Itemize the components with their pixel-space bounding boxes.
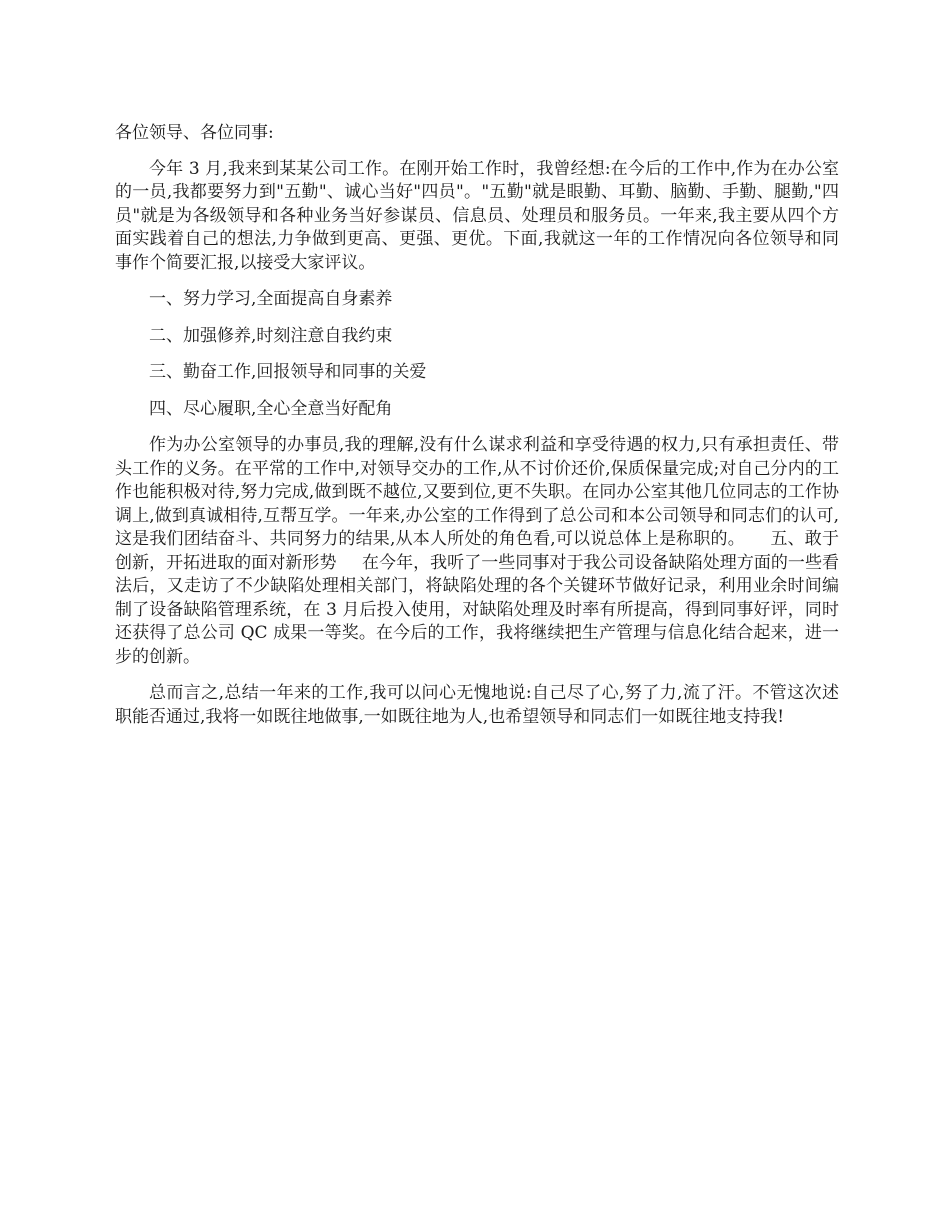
section-heading-3: 三、勤奋工作,回报领导和同事的关爱 [149,362,427,382]
intro-paragraph: 今年 3 月,我来到某某公司工作。在刚开始工作时，我曾经想:在今后的工作中,作为在办公室的一员,我都要努力到"五勤"、诚心当好"四员"。"五勤"就是眼勤、耳勤、脑勤、手勤、腿勤,"四员"就是为各级领导和各种业务当好参谋员、信息员、处理员和服务员。一年来,我主要从四个方面实践着自己的想法,力争做到更高、更强、更优。下面,我就这一年的工作情况向各位领导和同事作个简要汇报,以接受大家评议。 [115,158,839,273]
conclusion-paragraph: 总而言之,总结一年来的工作,我可以问心无愧地说:自己尽了心,努了力,流了汗。不管这次述职能否通过,我将一如既往地做事,一如既往地为人,也希望领导和同志们一如既往地支持我! [115,683,839,727]
salutation: 各位领导、各位同事: [115,123,274,143]
body-paragraph [115,434,839,669]
section-heading-1: 一、努力学习,全面提高自身素养 [149,289,393,309]
section-heading-5: 五、敢于创新，开拓进取的面对新形势 [115,529,839,573]
body-paragraph-part2: 在今年，我听了一些同事对于我公司设备缺陷处理方面的一些看法后，又走访了不少缺陷处理相关部门，将缺陷处理的各个关键环节做好记录，利用业余时间编制了设备缺陷管理系统，在 3 月后投入使用，对缺陷处理及时率有所提高，得到同事好评，同时还获得了总公司 QC 成果一等奖。在今后的工作，我将继续把生产管理与信息化结合起来，进一步的创新。 [115,552,840,667]
section-heading-4: 四、尽心履职,全心全意当好配角 [149,398,393,419]
body-paragraph-part1: 作为办公室领导的办事员,我的理解,没有什么谋求利益和享受待遇的权力,只有承担责任、带头工作的义务。在平常的工作中,对领导交办的工作,从不讨价还价,保质保量完成;对自己分内的工作也能积极对待,努力完成,做到既不越位,又要到位,更不失职。在同办公室其他几位同志的工作协调上,做到真诚相待,互帮互学。一年来,办公室的工作得到了总公司和本公司领导和同志们的认可,这是我们团结奋斗、共同努力的结果,从本人所处的角色看,可以说总体上是称职的。 [115,435,839,549]
document-body [115,122,839,742]
section-heading-2: 二、加强修养,时刻注意自我约束 [149,325,393,346]
